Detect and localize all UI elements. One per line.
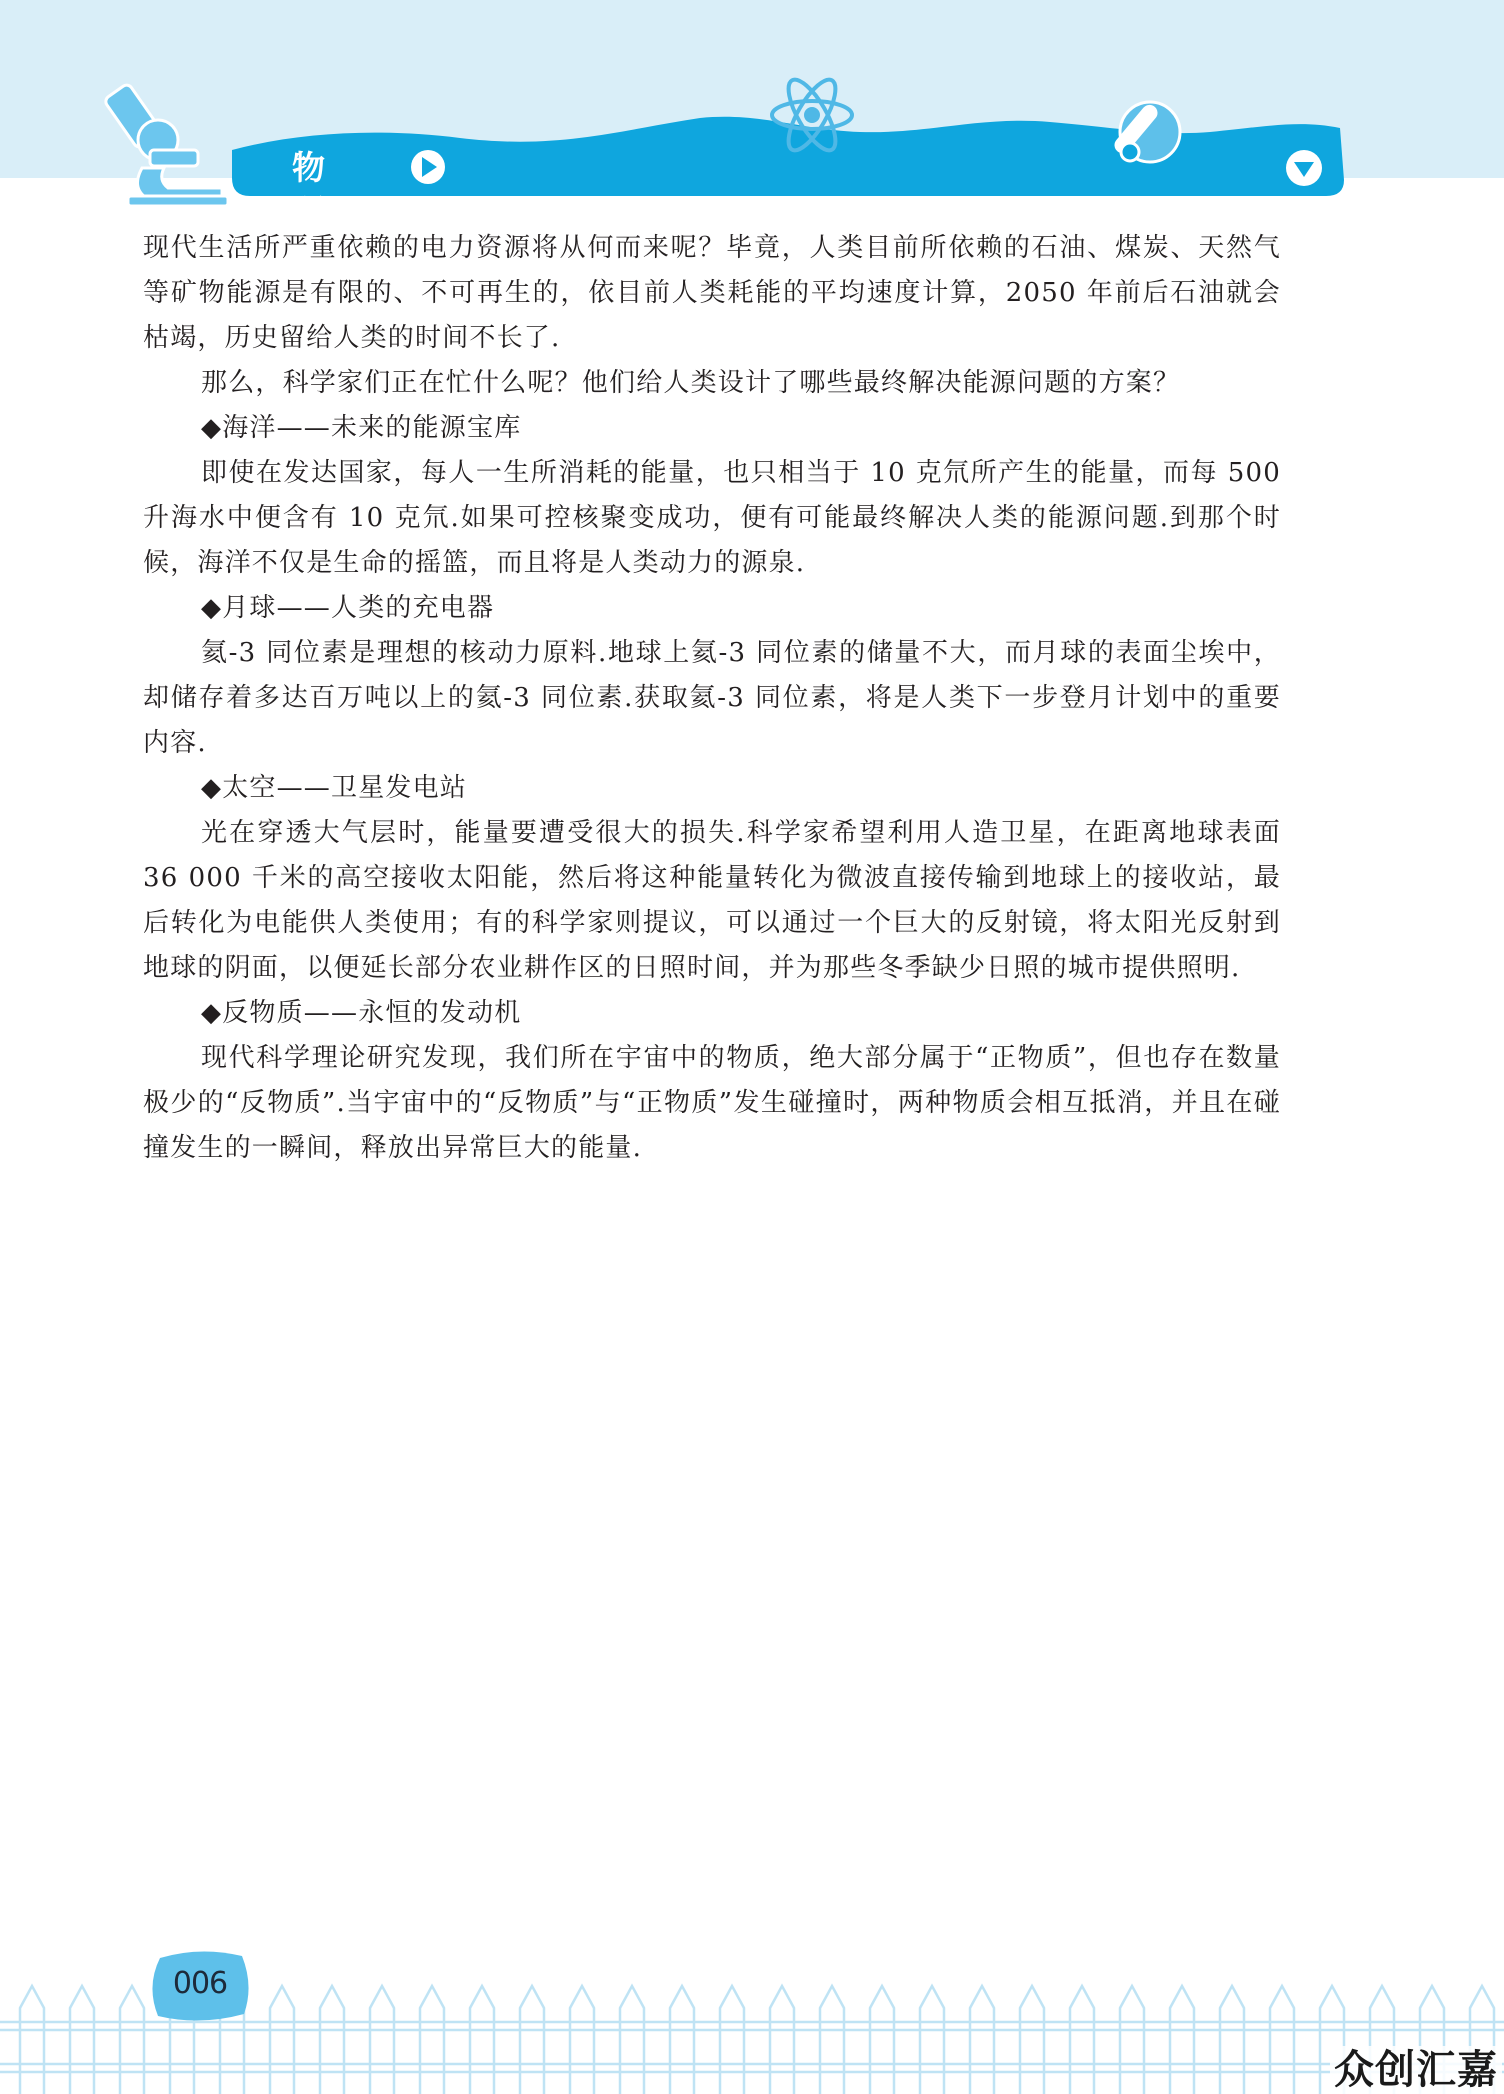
section-heading-ocean: ◆海洋——未来的能源宝库 (201, 413, 522, 443)
down-arrow-icon (1286, 150, 1322, 186)
paragraph-moon: 氦-3 同位素是理想的核动力原料.地球上氦-3 同位素的储量不大，而月球的表面尘埃中，却储存着多达百万吨以上的氦-3 同位素.获取氦-3 同位素，将是人类下一步登月计划中的重要内容. (143, 638, 1281, 758)
fence-picket (70, 1986, 94, 2094)
fence-picket (520, 1986, 544, 2094)
fence-picket (20, 1986, 44, 2094)
paragraph-1: 现代生活所严重依赖的电力资源将从何而来呢？毕竟，人类目前所依赖的石油、煤炭、天然气等矿物能源是有限的、不可再生的，依目前人类耗能的平均速度计算，2050 年前后石油就会枯竭，历史留给人类的时间不长了. (143, 233, 1281, 353)
microscope-icon (104, 83, 228, 206)
fence-picket (1120, 1986, 1144, 2094)
fence-picket (270, 1986, 294, 2094)
watermark-logo: 众创汇嘉 (1330, 2046, 1502, 2094)
fence-picket (770, 1986, 794, 2094)
fence-picket (670, 1986, 694, 2094)
fence-picket (720, 1986, 744, 2094)
page-number: 006 (172, 1966, 228, 2001)
fence-picket (1270, 1986, 1294, 2094)
paragraph-space: 光在穿透大气层时，能量要遭受很大的损失.科学家希望利用人造卫星，在距离地球表面 36 000 千米的高空接收太阳能，然后将这种能量转化为微波直接传输到地球上的接收站，最后转化为电能供人类使用；有的科学家则提议，可以通过一个巨大的反射镜，将太阳光反射到地球的阴面，以便延长部分农业耕作区的日照时间，并为那些冬季缺少日照的城市提供照明. (143, 818, 1281, 983)
fence-picket (420, 1986, 444, 2094)
fence-picket (120, 1986, 144, 2094)
section-heading-moon: ◆月球——人类的充电器 (201, 593, 495, 623)
fence-picket (1070, 1986, 1094, 2094)
article-body (143, 226, 1281, 1171)
section-heading-antimatter: ◆反物质——永恒的发动机 (201, 998, 522, 1028)
paragraph-2: 那么，科学家们正在忙什么呢？他们给人类设计了哪些最终解决能源问题的方案？ (201, 368, 1181, 398)
fence-picket (570, 1986, 594, 2094)
fence-picket (370, 1986, 394, 2094)
fence-picket (870, 1986, 894, 2094)
fence-picket (920, 1986, 944, 2094)
fence-picket (1170, 1986, 1194, 2094)
fence-picket (820, 1986, 844, 2094)
fence-picket (1020, 1986, 1044, 2094)
header-banner (0, 0, 1504, 220)
subject-title: 物 理 (292, 148, 343, 231)
fence-picket (320, 1986, 344, 2094)
play-arrow-icon (411, 150, 445, 184)
paragraph-ocean: 即使在发达国家，每人一生所消耗的能量，也只相当于 10 克氘所产生的能量，而每 500 升海水中便含有 10 克氘.如果可控核聚变成功，便有可能最终解决人类的能源问题.到那个时候，海洋不仅是生命的摇篮，而且将是人类动力的源泉. (143, 458, 1281, 578)
paragraph-antimatter: 现代科学理论研究发现，我们所在宇宙中的物质，绝大部分属于“正物质”，但也存在数量极少的“反物质”.当宇宙中的“反物质”与“正物质”发生碰撞时，两种物质会相互抵消，并且在碰撞发生的一瞬间，释放出异常巨大的能量. (143, 1043, 1281, 1163)
thermometer-icon (1111, 102, 1180, 162)
fence-picket (970, 1986, 994, 2094)
fence-picket (470, 1986, 494, 2094)
fence-picket (620, 1986, 644, 2094)
section-heading-space: ◆太空——卫星发电站 (201, 773, 467, 803)
fence-picket (1220, 1986, 1244, 2094)
